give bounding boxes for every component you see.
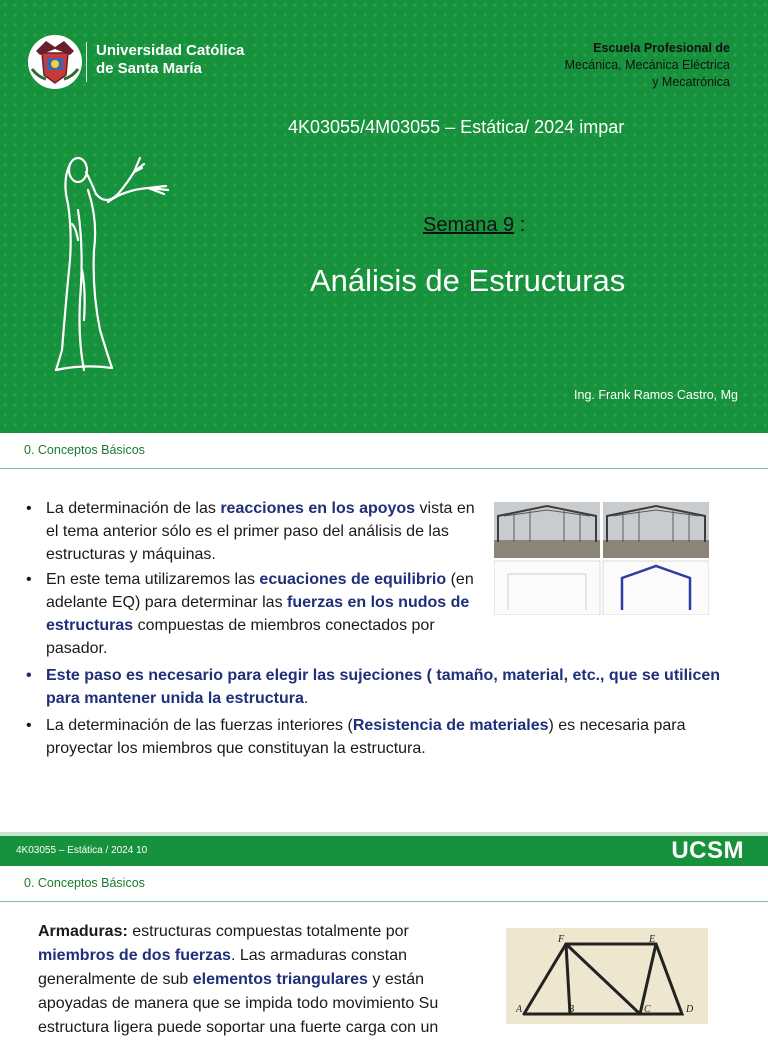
university-crest-icon (26, 33, 84, 91)
week-number: Semana 9 (423, 214, 515, 236)
footer-course: 4K03055 – Estática / 2024 10 (16, 845, 148, 856)
section-title: 0. Conceptos Básicos (24, 876, 145, 890)
highlight-text: fuerzas en los nudos de estructuras (46, 594, 470, 634)
bullet-text: . (303, 690, 309, 707)
highlight-text: ecuaciones de equilibrio (259, 571, 447, 588)
bullet-text: vista en el tema anterior sólo es el primer paso del análisis de las estructuras y máquinas. (46, 500, 475, 563)
bullet-item (24, 714, 746, 760)
university-name (96, 42, 244, 78)
bullet-text: Este paso es necesario para elegir las sujeciones ( tamaño, material, etc., que se utilicen para mantener unida la estructura (46, 667, 721, 707)
paragraph-text: estructuras compuestas totalmente por (127, 923, 409, 940)
truss-label-a: A (516, 1004, 523, 1015)
title-banner (0, 0, 768, 433)
virgin-statue-icon (48, 150, 178, 374)
truss-label-b: B (568, 1004, 575, 1015)
school-line3: y Mecatrónica (652, 75, 730, 89)
armaduras-paragraph (38, 920, 478, 1040)
highlight-text: reacciones en los apoyos (220, 500, 416, 517)
section-header (0, 866, 768, 902)
highlight-text: elementos triangulares (192, 971, 368, 988)
term-label: Armaduras: (38, 923, 128, 940)
bullet-dot: • (26, 667, 32, 684)
course-code: 4K03055/4M03055 – Estática/ 2024 impar (288, 117, 625, 137)
highlight-text: Resistencia de materiales (352, 717, 549, 734)
university-name-line2: de Santa María (96, 60, 202, 77)
paragraph-text: y están apoyadas de manera que se impida todo movimiento Su estructura ligera puede soportar una fuerte carga con un (38, 971, 439, 1036)
bullet-text: ) es necesaria para proyectar los miembros que constituyan la estructura. (46, 717, 686, 757)
bullet-list-section (24, 497, 721, 762)
bullet-text: La determinación de las fuerzas interiores ( (46, 717, 353, 734)
structure-photos (494, 502, 709, 615)
bullet-text: La determinación de las (46, 500, 221, 517)
truss-label-d: D (686, 1004, 694, 1015)
bullet-dot: • (26, 500, 32, 517)
section-header (0, 433, 768, 469)
paragraph-text: . Las armaduras constan generalmente de sub (38, 947, 408, 988)
logo-separator (86, 42, 87, 82)
school-line1: Escuela Profesional de (593, 41, 730, 55)
bullet-dot: • (26, 717, 32, 734)
week-colon: : (514, 214, 526, 236)
highlight-text: miembros de dos fuerzas (38, 947, 231, 964)
section-title: 0. Conceptos Básicos (24, 443, 145, 457)
truss-label-e: E (649, 934, 656, 945)
truss-label-c: C (644, 1004, 651, 1015)
bullet-text: (en adelante EQ) para determinar las (46, 571, 474, 611)
bullet-item (24, 497, 484, 566)
slide-footer (0, 836, 768, 866)
ucsm-logo: UCSM (671, 837, 744, 864)
bullet-text: En este tema utilizaremos las (46, 571, 260, 588)
bullet-item (24, 664, 746, 710)
bullet-dot: • (26, 571, 32, 588)
school-line2: Mecánica, Mecánica Eléctrica (564, 58, 730, 72)
slide-title: Análisis de Estructuras (310, 263, 626, 298)
author-name: Ing. Frank Ramos Castro, Mg (574, 388, 738, 402)
bullet-item (24, 568, 484, 660)
truss-diagram (506, 928, 708, 1024)
week-label (423, 214, 525, 237)
truss-label-f: F (558, 934, 565, 945)
bullet-text: compuestas de miembros conectados por pasador. (46, 617, 435, 657)
bullet-list (24, 497, 721, 760)
school-name (565, 40, 730, 91)
section-divider (0, 901, 768, 902)
section-divider (0, 468, 768, 469)
university-name-line1: Universidad Católica (96, 42, 245, 59)
